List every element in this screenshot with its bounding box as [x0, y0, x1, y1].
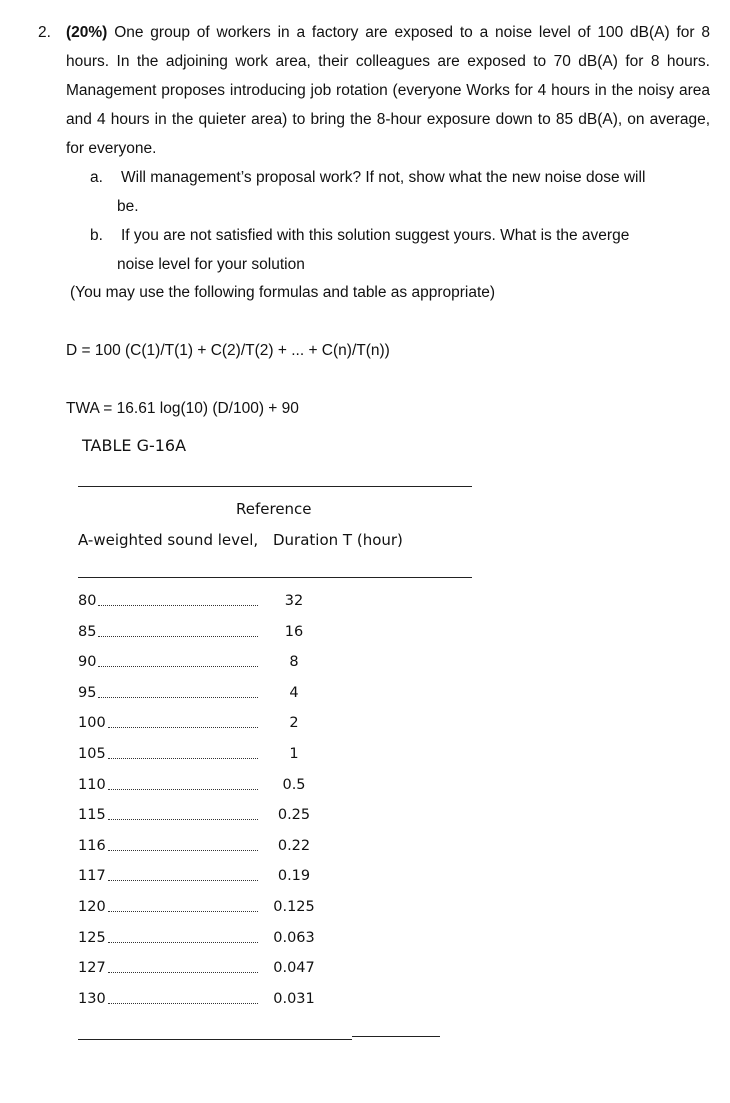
- question-2: [38, 18, 710, 163]
- part-a-line1: Will management’s proposal work? If not, show what the new noise dose will: [121, 169, 646, 186]
- part-a-line2: be.: [117, 198, 139, 215]
- question-text: One group of workers in a factory are exposed to a noise level of 100 dB(A) for 8 hours. In the adjoining work area, their colleagues are exposed to 70 dB(A) for 8 hours. Management proposes introducing job rotation (everyone Works for 4 hours in the noisy area and 4 hours in the quieter area) to bring the 8-hour exposure down to 85 dB(A), on average, for everyone.: [66, 24, 710, 157]
- sound-level: 115: [78, 807, 106, 824]
- part-b-line1: If you are not satisfied with this solution suggest yours. What is the averge: [121, 227, 630, 244]
- part-a-label: a.: [90, 169, 103, 186]
- leader-dots: [108, 911, 258, 912]
- part-b: [90, 221, 710, 279]
- duration-hours: 0.5: [282, 776, 306, 793]
- sound-level: 80: [78, 593, 97, 609]
- dose-formula: D = 100 (C(1)/T(1) + C(2)/T(2) + ... + C(n)/T(n)): [66, 342, 390, 359]
- sound-level: 120: [78, 899, 106, 915]
- sound-level: 100: [78, 715, 106, 732]
- table-header-duration: Duration T (hour): [273, 531, 403, 549]
- sound-level: 130: [78, 990, 106, 1007]
- twa-formula: TWA = 16.61 log(10) (D/100) + 90: [66, 400, 299, 417]
- question-number: 2.: [38, 24, 51, 41]
- table-bottom-rule: [78, 1039, 352, 1040]
- leader-dots: [108, 942, 258, 943]
- duration-hours: 0.22: [277, 837, 311, 854]
- part-a: [90, 163, 710, 221]
- leader-dots: [98, 697, 258, 698]
- duration-hours: 2: [289, 715, 299, 732]
- leader-dots: [108, 758, 258, 759]
- sound-level: 95: [78, 684, 97, 701]
- question-body: [66, 18, 710, 163]
- formula-note: (You may use the following formulas and table as appropriate): [70, 284, 496, 301]
- leader-dots: [108, 972, 258, 973]
- leader-dots: [108, 789, 258, 790]
- table-header-reference: Reference: [236, 500, 312, 518]
- duration-hours: 0.19: [277, 868, 311, 885]
- duration-hours: 0.031: [273, 990, 315, 1007]
- duration-hours: 16: [284, 623, 304, 640]
- leader-dots: [108, 1003, 258, 1004]
- duration-hours: 0.063: [273, 929, 315, 946]
- leader-dots: [108, 880, 258, 881]
- leader-dots: [108, 850, 258, 851]
- sound-level: 127: [78, 960, 106, 977]
- table-bottom-rule-segment: [352, 1036, 440, 1037]
- leader-dots: [98, 636, 258, 637]
- table-title: TABLE G-16A: [82, 436, 187, 455]
- duration-hours: 0.047: [273, 960, 315, 977]
- sound-level: 117: [78, 868, 106, 885]
- sound-level: 116: [78, 837, 106, 854]
- sound-level: 85: [78, 623, 97, 640]
- table-header-rule: [78, 577, 472, 578]
- sound-level: 90: [78, 654, 97, 671]
- table-header-level: A-weighted sound level,: [78, 531, 259, 549]
- duration-hours: 0.25: [277, 807, 311, 824]
- part-b-line2: noise level for your solution: [117, 256, 305, 273]
- question-weight: (20%): [66, 24, 108, 41]
- table-top-rule: [78, 486, 472, 487]
- leader-dots: [98, 605, 258, 606]
- sound-level: 105: [78, 746, 106, 762]
- sound-level: 125: [78, 929, 106, 946]
- part-b-label: b.: [90, 227, 103, 244]
- leader-dots: [108, 727, 258, 728]
- duration-hours: 0.125: [273, 899, 315, 915]
- leader-dots: [108, 819, 258, 820]
- duration-hours: 8: [289, 654, 299, 671]
- duration-hours: 4: [289, 684, 299, 701]
- duration-hours: 1: [289, 746, 299, 762]
- leader-dots: [98, 666, 258, 667]
- sound-level: 110: [78, 776, 106, 793]
- duration-hours: 32: [284, 593, 304, 609]
